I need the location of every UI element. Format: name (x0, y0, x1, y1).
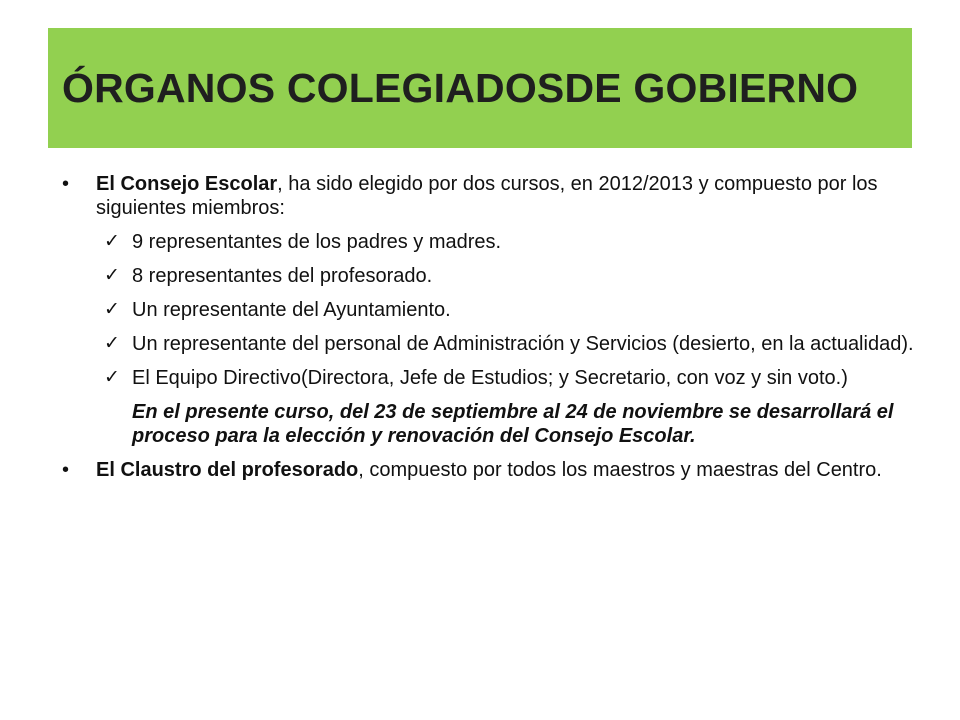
checkmark-icon: ✓ (104, 367, 120, 388)
claustro-label: El Claustro del profesorado (96, 459, 359, 481)
member-item (96, 264, 922, 288)
bullet-consejo-escolar (62, 172, 922, 448)
checkmark-icon: ✓ (104, 333, 120, 354)
consejo-escolar-label: El Consejo Escolar (96, 173, 278, 195)
bullet-dot-icon: • (62, 173, 70, 195)
checkmark-icon: ✓ (104, 231, 120, 252)
member-list (96, 230, 922, 448)
slide-content (62, 172, 922, 492)
checkmark-icon: ✓ (104, 299, 120, 320)
bullet-claustro (62, 458, 922, 482)
slide-title: ÓRGANOS COLEGIADOSDE GOBIERNO (62, 64, 859, 111)
member-item (96, 230, 922, 254)
bullet-dot-icon: • (62, 459, 70, 481)
member-text: Un representante del personal de Administración y Servicios (desierto, en la actualidad). (132, 333, 914, 355)
member-item (96, 298, 922, 322)
claustro-text: , compuesto por todos los maestros y maestras del Centro. (358, 459, 882, 481)
checkmark-icon: ✓ (104, 265, 120, 286)
member-text: 9 representantes de los padres y madres. (132, 231, 502, 253)
election-note: En el presente curso, del 23 de septiembre al 24 de noviembre se desarrollará el proceso para la elección y renovación del Consejo Escolar. (132, 401, 894, 447)
member-item (96, 332, 922, 356)
member-text: El Equipo Directivo(Directora, Jefe de Estudios; y Secretario, con voz y sin voto.) (132, 367, 848, 389)
member-item (96, 366, 922, 390)
member-text: Un representante del Ayuntamiento. (132, 299, 451, 321)
title-banner (48, 28, 912, 148)
consejo-escolar-text: , ha sido elegido por dos cursos, en 2012/2013 y compuesto por los siguientes miembros: (96, 173, 878, 219)
member-text: 8 representantes del profesorado. (132, 265, 433, 287)
